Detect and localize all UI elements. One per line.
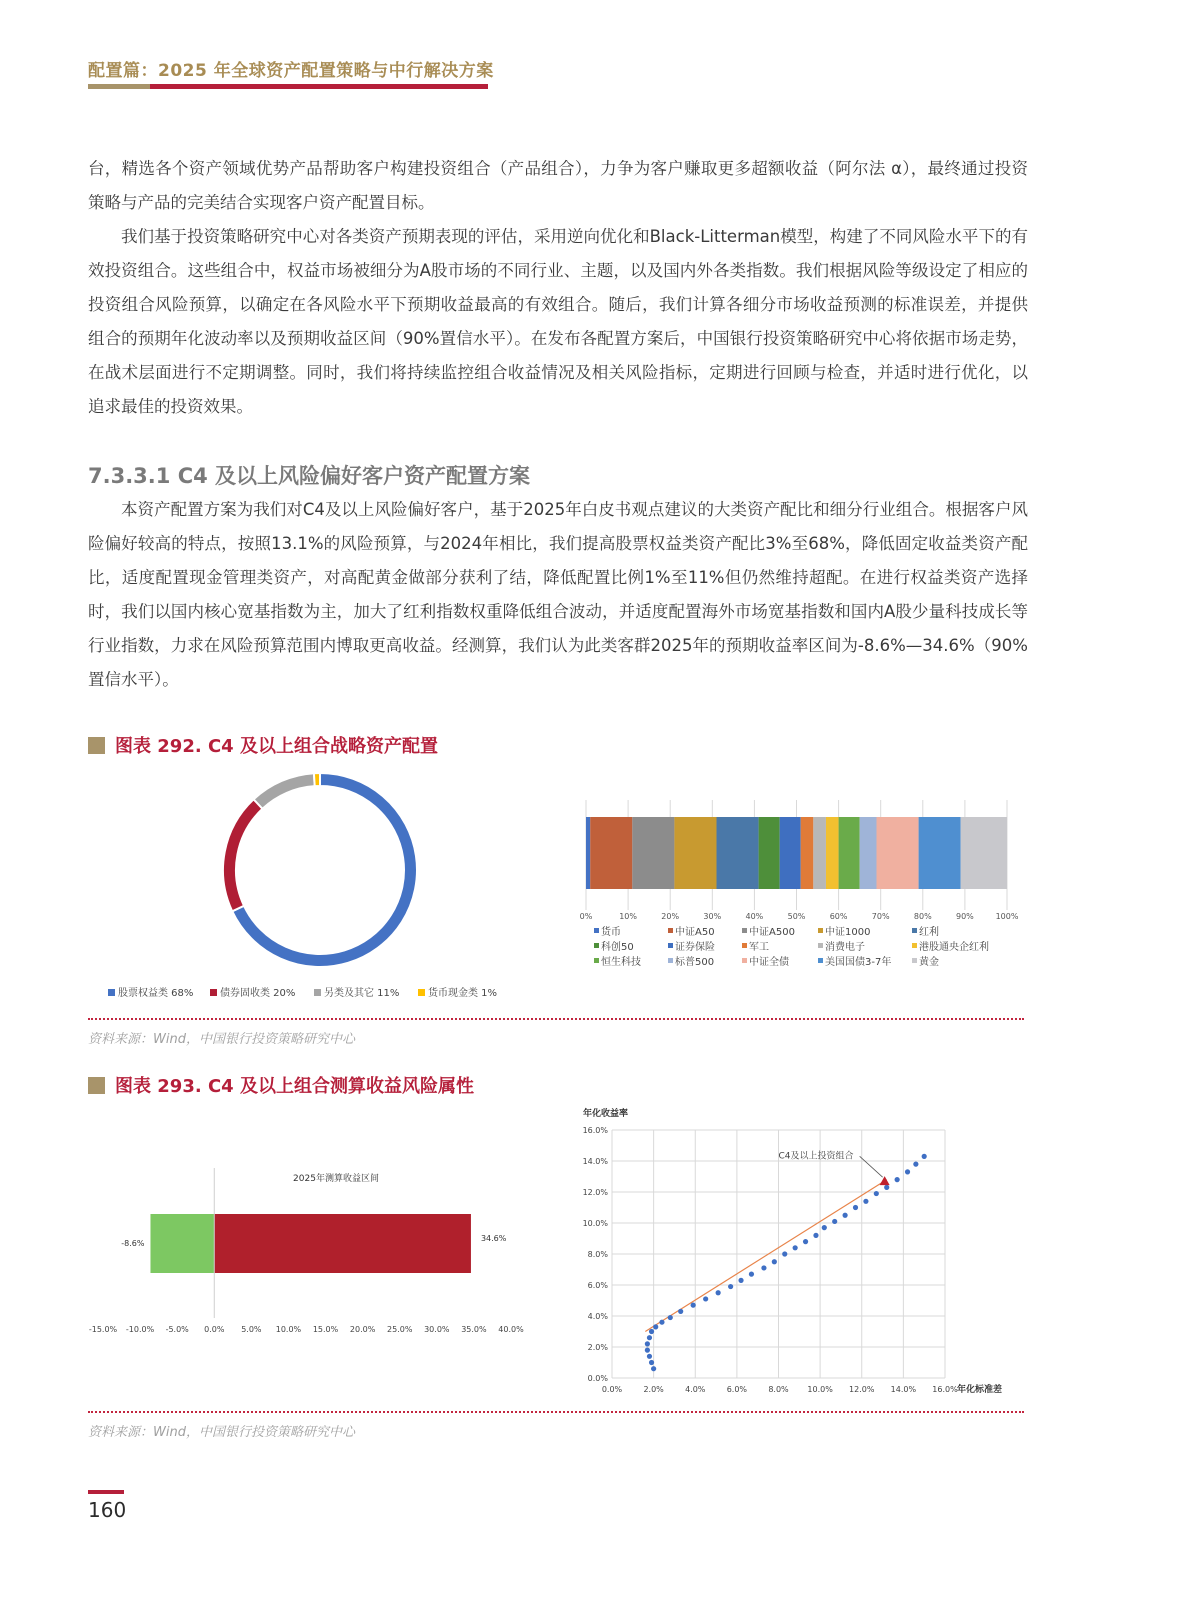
portfolio-marker — [880, 1176, 890, 1185]
frontier-point — [772, 1259, 777, 1264]
tick-label: 25.0% — [387, 1325, 413, 1334]
frontier-point — [716, 1290, 721, 1295]
tick-label: 30% — [703, 912, 722, 921]
frontier-point — [653, 1324, 658, 1329]
frontier-point — [905, 1169, 910, 1174]
x-tick-label: 14.0% — [890, 1385, 917, 1394]
frontier-point — [703, 1296, 708, 1301]
page-number-rule — [88, 1490, 124, 1494]
tick-label: 70% — [871, 912, 890, 921]
donut-slices — [223, 773, 417, 967]
frontier-point — [691, 1303, 696, 1308]
frontier-point — [645, 1341, 650, 1346]
legend-swatch — [594, 958, 599, 963]
range-bar-chart — [84, 1160, 544, 1350]
legend-label: 消费电子 — [825, 942, 865, 953]
legend-swatch — [742, 958, 747, 963]
tick-label: 0% — [579, 912, 593, 921]
figure-292-title-text: 图表 292. C4 及以上组合战略资产配置 — [115, 736, 438, 757]
tick-label: 20.0% — [349, 1325, 376, 1334]
bar-segment — [801, 817, 814, 889]
tick-label: 20% — [661, 912, 680, 921]
range-low-bar — [150, 1214, 214, 1273]
tick-label: 10% — [619, 912, 637, 921]
legend-swatch — [594, 928, 599, 933]
tick-label: 100% — [995, 912, 1019, 921]
frontier-point — [863, 1199, 868, 1204]
legend-swatch — [742, 928, 747, 933]
tick-label: 60% — [829, 912, 848, 921]
bar-segment — [717, 817, 759, 889]
y-tick-label: 10.0% — [582, 1219, 608, 1228]
bar-segment — [586, 817, 590, 889]
tick-label: 80% — [913, 912, 932, 921]
annotation-leader — [860, 1156, 883, 1177]
legend-swatch — [668, 958, 673, 963]
tick-label: -15.0% — [88, 1325, 118, 1334]
portfolio-annotation: C4及以上投资组合 — [778, 1151, 854, 1162]
x-tick-label: 12.0% — [849, 1385, 875, 1394]
frontier-point — [649, 1360, 654, 1365]
header-rule-red — [150, 84, 488, 89]
bar-segment — [780, 817, 801, 889]
tick-label: 0.0% — [204, 1325, 225, 1334]
frontier-point — [782, 1251, 787, 1256]
legend-label: 中证A50 — [675, 927, 715, 938]
figure-293-source: 资料来源：Wind，中国银行投资策略研究中心 — [88, 1425, 355, 1440]
frontier-point — [913, 1162, 918, 1167]
tick-label: 40% — [745, 912, 764, 921]
x-tick-label: 6.0% — [726, 1385, 748, 1394]
tick-label: 90% — [956, 912, 974, 921]
range-high-bar — [214, 1214, 471, 1273]
legend-label: 军工 — [749, 942, 769, 953]
legend-label: 黄金 — [919, 957, 939, 968]
tick-label: 30.0% — [424, 1325, 450, 1334]
legend-swatch — [912, 943, 917, 948]
bar-segment — [759, 817, 780, 889]
paragraph-3: 本资产配置方案为我们对C4及以上风险偏好客户，基于2025年白皮书观点建议的大类资产配比和细分行业组合。根据客户风险偏好较高的特点，按照13.1%的风险预算，与2024年相比，我们提高股票权益类资产配比3%至68%，降低固定收益类资产配比，适度配置现金管理类资产，对高配黄金做部分获利了结，降低配置比例1%至11%但仍然维持超配。在进行权益类资产选择时，我们以国内核心宽基指数为主，加大了红利指数权重降低组合波动，并适度配置海外市场宽基指数和国内A股少量科技成长等行业指数，力求在风险预算范围内博取更高收益。经测算，我们认为此类客群2025年的预期收益率区间为-8.6%—34.6%（90%置信水平）。 — [88, 500, 1028, 689]
frontier-point — [645, 1348, 650, 1353]
x-tick-label: 8.0% — [768, 1385, 789, 1394]
bar-segment — [919, 817, 961, 889]
frontier-chart — [575, 1105, 1035, 1405]
range-high-label: 34.6% — [480, 1234, 507, 1243]
frontier-point — [649, 1329, 654, 1334]
tick-label: -10.0% — [125, 1325, 155, 1334]
legend-label: 证券保险 — [675, 942, 715, 953]
bar-segment — [826, 817, 839, 889]
bar-segment — [632, 817, 674, 889]
figure-marker-icon — [88, 1077, 105, 1094]
legend-label: 中证1000 — [825, 927, 871, 938]
legend-label: 红利 — [919, 927, 939, 938]
range-low-label: -8.6% — [121, 1239, 145, 1248]
frontier-point — [668, 1315, 673, 1320]
dotted-divider — [88, 1411, 1024, 1413]
figure-marker-icon — [88, 737, 105, 754]
y-tick-label: 2.0% — [587, 1343, 608, 1352]
frontier-point — [678, 1309, 683, 1314]
frontier-point — [922, 1154, 927, 1159]
frontier-grid — [612, 1130, 945, 1378]
figure-292-source: 资料来源：Wind，中国银行投资策略研究中心 — [88, 1032, 355, 1047]
y-tick-label: 12.0% — [582, 1188, 608, 1197]
frontier-point — [659, 1320, 664, 1325]
legend-swatch — [742, 943, 747, 948]
paragraph-2: 我们基于投资策略研究中心对各类资产预期表现的评估，采用逆向优化和Black-Litterman模型，构建了不同风险水平下的有效投资组合。这些组合中，权益市场被细分为A股市场的不同行业、主题，以及国内外各类指数。我们根据风险等级设定了相应的投资组合风险预算，以确定在各风险水平下预期收益最高的有效组合。随后，我们计算各细分市场收益预测的标准误差，并提供组合的预期年化波动率以及预期收益区间（90%置信水平）。在发布各配置方案后，中国银行投资策略研究中心将依据市场走势，在战术层面进行不定期调整。同时，我们将持续监控组合收益情况及相关风险指标，定期进行回顾与检查，并适时进行优化，以追求最佳的投资效果。 — [88, 227, 1028, 416]
frontier-point — [884, 1185, 889, 1190]
legend-swatch — [818, 928, 823, 933]
frontier-points — [645, 1154, 927, 1372]
header-title: 配置篇：2025 年全球资产配置策略与中行解决方案 — [88, 61, 494, 81]
x-tick-label: 0.0% — [601, 1385, 623, 1394]
donut-slice — [254, 773, 315, 809]
legend-label: 货币现金类 1% — [428, 988, 498, 999]
frontier-point — [822, 1225, 827, 1230]
stacked-bar-chart — [572, 795, 1032, 980]
frontier-point — [651, 1366, 656, 1371]
legend-swatch — [818, 943, 823, 948]
legend-swatch — [668, 928, 673, 933]
dotted-divider — [88, 1018, 1024, 1020]
legend-swatch — [818, 958, 823, 963]
bar-segment — [674, 817, 716, 889]
frontier-point — [793, 1245, 798, 1250]
legend-label: 标普500 — [675, 957, 715, 968]
frontier-point — [832, 1219, 837, 1224]
frontier-point — [749, 1272, 754, 1277]
frontier-point — [874, 1191, 879, 1196]
figure-292-title — [88, 732, 438, 758]
frontier-point — [761, 1265, 766, 1270]
legend-label: 货币 — [601, 927, 621, 938]
bar-segment — [839, 817, 860, 889]
y-tick-label: 4.0% — [587, 1312, 608, 1321]
tick-label: 10.0% — [275, 1325, 302, 1334]
legend-swatch — [210, 989, 217, 996]
legend-swatch — [912, 928, 917, 933]
range-bars — [121, 1214, 506, 1273]
stacked-bar-segments — [586, 817, 1007, 889]
frontier-ylabel: 年化收益率 — [583, 1109, 629, 1119]
legend-label: 恒生科技 — [601, 957, 641, 968]
section-title: 7.3.3.1 C4 及以上风险偏好客户资产配置方案 — [88, 464, 531, 488]
bar-segment — [590, 817, 632, 889]
legend-label: 科创50 — [601, 942, 634, 953]
legend-swatch — [912, 958, 917, 963]
frontier-point — [813, 1233, 818, 1238]
legend-label: 债券固收类 20% — [220, 988, 296, 999]
x-tick-label: 4.0% — [685, 1385, 706, 1394]
y-tick-label: 16.0% — [582, 1126, 608, 1135]
donut-slice — [223, 799, 262, 911]
frontier-annotation — [779, 1149, 883, 1177]
frontier-trendline — [645, 1180, 886, 1332]
legend-swatch — [668, 943, 673, 948]
range-chart-title: 2025年测算收益区间 — [293, 1174, 379, 1184]
legend-label: 股票权益类 68% — [118, 988, 194, 999]
bar-segment — [961, 817, 1007, 889]
tick-label: 5.0% — [241, 1325, 262, 1334]
y-tick-label: 6.0% — [587, 1281, 608, 1290]
donut-chart — [100, 765, 540, 1010]
frontier-point — [738, 1278, 743, 1283]
frontier-point — [728, 1284, 733, 1289]
tick-label: 40.0% — [498, 1325, 524, 1334]
legend-label: 港股通央企红利 — [919, 942, 989, 953]
stacked-bar-xticks — [580, 912, 1019, 921]
frontier-xlabel: 年化标准差 — [957, 1385, 1003, 1395]
x-tick-label: 2.0% — [643, 1385, 664, 1394]
legend-label: 中证A500 — [749, 927, 795, 938]
frontier-ticks — [583, 1126, 1002, 1395]
figure-293-title-text: 图表 293. C4 及以上组合测算收益风险属性 — [115, 1076, 474, 1097]
trendline — [645, 1180, 886, 1332]
y-tick-label: 14.0% — [582, 1157, 608, 1166]
legend-swatch — [594, 943, 599, 948]
bar-segment — [876, 817, 918, 889]
tick-label: 50% — [787, 912, 806, 921]
page-number: 160 — [88, 1498, 127, 1522]
header-rule-gold — [88, 84, 150, 89]
y-tick-label: 0.0% — [587, 1374, 608, 1383]
legend-swatch — [418, 989, 425, 996]
x-tick-label: 16.0% — [932, 1385, 958, 1394]
tick-label: 35.0% — [461, 1325, 487, 1334]
donut-slice — [314, 773, 320, 786]
figure-293-title — [88, 1072, 474, 1098]
donut-legend — [108, 986, 497, 999]
legend-swatch — [108, 989, 115, 996]
legend-swatch — [314, 989, 321, 996]
frontier-point — [647, 1335, 652, 1340]
frontier-point — [647, 1354, 652, 1359]
stacked-bar-legend — [594, 925, 989, 968]
tick-label: 15.0% — [312, 1325, 339, 1334]
legend-label: 美国国债3-7年 — [825, 957, 892, 968]
bar-segment — [860, 817, 877, 889]
frontier-point — [843, 1213, 848, 1218]
bar-segment — [813, 817, 826, 889]
x-tick-label: 10.0% — [807, 1385, 833, 1394]
tick-label: -5.0% — [165, 1325, 189, 1334]
legend-label: 另类及其它 11% — [324, 988, 400, 999]
legend-label: 中证全债 — [749, 957, 789, 968]
frontier-point — [853, 1205, 858, 1210]
y-tick-label: 8.0% — [587, 1250, 608, 1259]
frontier-point — [803, 1239, 808, 1244]
header-rule — [88, 84, 488, 89]
frontier-point — [895, 1177, 900, 1182]
paragraph-1: 台，精选各个资产领域优势产品帮助客户构建投资组合（产品组合），力争为客户赚取更多超额收益（阿尔法 α），最终通过投资策略与产品的完美结合实现客户资产配置目标。 — [88, 159, 1028, 212]
